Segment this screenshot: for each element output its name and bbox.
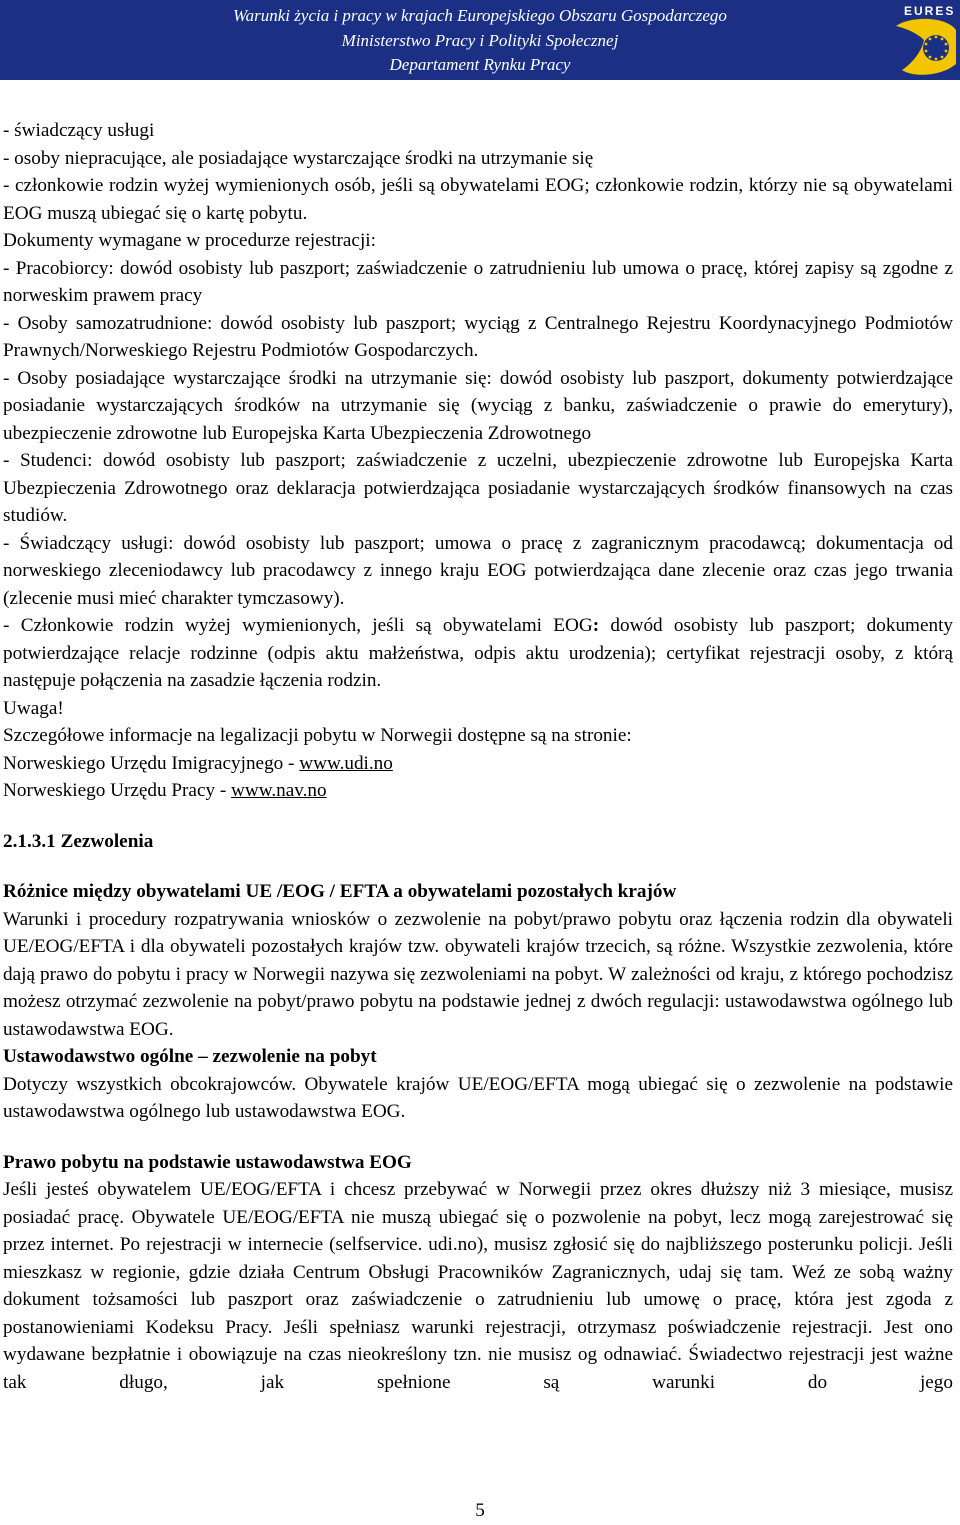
- header-text-block: [0, 4, 960, 78]
- paragraph: Dotyczy wszystkich obcokrajowców. Obywatele krajów UE/EOG/EFTA mogą ubiegać się o zezwolenie na podstawie ustawodawstwa ogólnego lub ustawodawstwa EOG.: [3, 1073, 953, 1122]
- page-number: 5: [475, 1500, 485, 1521]
- doc-item: - Pracobiorcy: dowód osobisty lub paszport; zaświadczenie o zatrudnieniu lub umowa o pracę, której zapisy są zgodne z norweskim prawem pracy: [3, 257, 953, 306]
- udi-link-label: Norweskiego Urzędu Imigracyjnego -: [3, 752, 300, 774]
- note-label: Uwaga!: [3, 697, 64, 719]
- spacer: [3, 1126, 953, 1149]
- header-ministry: Ministerstwo Pracy i Polityki Społecznej: [341, 30, 619, 50]
- logo-text: EURES: [904, 4, 956, 18]
- spacer: [3, 805, 953, 828]
- header-title: Warunki życia i pracy w krajach Europejskiego Obszaru Gospodarczego: [233, 6, 727, 25]
- udi-link-line: [3, 750, 953, 778]
- nav-link-line: [3, 777, 953, 805]
- family-item: [3, 612, 953, 695]
- section-title: 2.1.3.1 Zezwolenia: [3, 830, 154, 852]
- family-item-rest: dowód osobisty lub paszport; dokumenty potwierdzające relacje rodzinne (odpis aktu małżeństwa, odpis aktu urodzenia); certyfikat rejestracji osoby, z którą następuje połączenia na zasadzie łączenia rodzin.: [3, 615, 953, 691]
- header-department: Departament Rynku Pracy: [389, 55, 571, 74]
- family-item-start: - Członkowie rodzin wyżej wymienionych, jeśli są obywatelami EOG: [3, 615, 593, 636]
- doc-item: - Osoby posiadające wystarczające środki na utrzymanie się: dowód osobisty lub paszport, dokumenty potwierdzające posiadanie wystarczających środków na utrzymanie się (wyciąg z banku, zaświadczenie o prawie do emerytury), ubezpieczenie zdrowotne lub Europejska Karta Ubezpieczenia Zdrowotnego: [3, 367, 953, 444]
- subsection-title: Różnice między obywatelami UE /EOG / EFTA a obywatelami pozostałych krajów: [3, 881, 677, 902]
- list-item: - osoby niepracujące, ale posiadające wystarczające środki na utrzymanie się: [3, 147, 594, 169]
- page-header: [0, 0, 960, 80]
- note-text: Szczegółowe informacje na legalizacji pobytu w Norwegii dostępne są na stronie:: [3, 725, 632, 746]
- subsection-title: Ustawodawstwo ogólne – zezwolenie na pobyt: [3, 1046, 377, 1067]
- paragraph: Warunki i procedury rozpatrywania wniosków o zezwolenie na pobyt/prawo pobytu oraz łączenia rodzin dla obywateli UE/EOG/EFTA i dla obywateli pozostałych krajów tzw. obywateli krajów trzecich, są różne. Wszystkie zezwolenia, które dają prawo do pobytu i pracy w Norwegii nazywa się zezwoleniami na pobyt. W zależności od kraju, z którego pochodzisz możesz otrzymać zezwolenie na pobyt/prawo pobytu na podstawie jednej z dwóch regulacji: ustawodawstwa ogólnego lub ustawodawstwa EOG.: [3, 908, 953, 1040]
- list-item: - świadczący usługi: [3, 120, 155, 141]
- docs-heading: Dokumenty wymagane w procedurze rejestracji:: [3, 230, 376, 251]
- spacer: [3, 855, 953, 878]
- subsection-title: Prawo pobytu na podstawie ustawodawstwa EOG: [3, 1151, 412, 1173]
- udi-link[interactable]: www.udi.no: [299, 752, 393, 774]
- doc-item: - Świadczący usługi: dowód osobisty lub paszport; umowa o pracę z zagranicznym pracodawcą; dokumentacja od norweskiego zleceniodawcy lub pracodawcy z innego kraju EOG potwierdzająca dane zlecenie oraz czas jego trwania (zlecenie musi mieć charakter tymczasowy).: [3, 532, 953, 609]
- nav-link[interactable]: www.nav.no: [231, 780, 327, 801]
- paragraph: Jeśli jesteś obywatelem UE/EOG/EFTA i chcesz przebywać w Norwegii przez okres dłuższy niż 3 miesiące, musisz posiadać pracę. Obywatele UE/EOG/EFTA nie muszą ubiegać się o pozwolenie na pobyt, lecz mogą zarejestrować się przez internet. Po rejestracji w internecie (selfservice. udi.no), musisz zgłosić się do najbliższego posterunku policji. Jeśli mieszkasz w regionie, gdzie działa Centrum Obsługi Pracowników Zagranicznych, udaj się tam. Weź ze sobą ważny dokument tożsamości lub paszport oraz zaświadczenie o zatrudnieniu lub umowę o pracę, która jest zgoda z postanowieniami Kodeksu Pracy. Jeśli spełniasz warunki rejestracji, otrzymasz poświadczenie rejestracji. Jest ono wydawane bezpłatnie i obowiązuje na czas nieokreślony tzn. nie musisz og odnawiać. Świadectwo rejestracji jest ważne tak długo, jak spełnione są warunki do jego: [3, 1179, 953, 1393]
- doc-item: - Osoby samozatrudnione: dowód osobisty lub paszport; wyciąg z Centralnego Rejestru Koordynacyjnego Podmiotów Prawnych/Norweskiego Rejestru Podmiotów Gospodarczych.: [3, 312, 953, 361]
- doc-item: - Studenci: dowód osobisty lub paszport; zaświadczenie z uczelni, ubezpieczenie zdrowotne lub Europejska Karta Ubezpieczenia Zdrowotnego oraz deklaracja potwierdzająca posiadanie wystarczających środków finansowych na czas studiów.: [3, 450, 953, 526]
- family-item-colon: :: [592, 615, 600, 636]
- page-content: [3, 117, 953, 1396]
- list-item: - członkowie rodzin wyżej wymienionych osób, jeśli są obywatelami EOG; członkowie rodzin, którzy nie są obywatelami EOG muszą ubiegać się o kartę pobytu.: [3, 175, 953, 224]
- eures-logo-icon: [880, 0, 960, 80]
- nav-link-label: Norweskiego Urzędu Pracy -: [3, 780, 232, 801]
